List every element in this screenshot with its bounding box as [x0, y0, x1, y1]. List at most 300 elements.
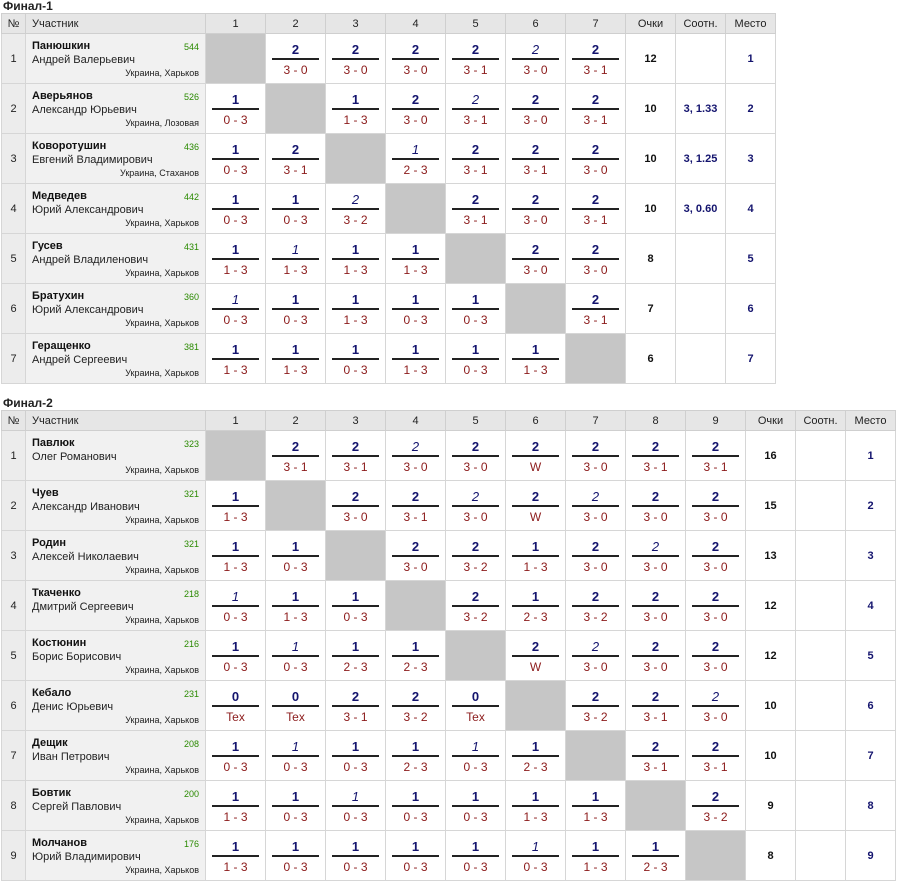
match-cell[interactable] [266, 184, 326, 234]
player-city: Украина, Харьков [125, 665, 199, 675]
result-divider [212, 208, 259, 210]
match-cell[interactable] [626, 581, 686, 631]
match-cell[interactable] [506, 34, 566, 84]
result-divider [512, 208, 559, 210]
result-divider [392, 455, 439, 457]
row-number: 2 [2, 84, 26, 134]
result-divider [272, 358, 319, 360]
result-divider [392, 58, 439, 60]
match-result [386, 531, 445, 580]
result-divider [572, 605, 619, 607]
result-divider [512, 258, 559, 260]
match-score: 3 - 0 [343, 510, 368, 524]
match-cell[interactable] [446, 134, 506, 184]
match-cell[interactable] [686, 531, 746, 581]
match-cell[interactable] [446, 731, 506, 781]
match-cell[interactable] [506, 731, 566, 781]
final-place: 2 [846, 481, 896, 531]
match-points: 2 [531, 42, 540, 57]
player-cell [26, 431, 206, 481]
match-cell[interactable] [446, 831, 506, 881]
match-cell[interactable] [386, 531, 446, 581]
match-cell[interactable] [566, 84, 626, 134]
player-last-name[interactable]: Панюшкин [32, 40, 91, 52]
match-cell[interactable] [206, 781, 266, 831]
match-cell[interactable] [326, 184, 386, 234]
player-city: Украина, Харьков [125, 515, 199, 525]
match-cell[interactable] [386, 781, 446, 831]
result-divider [332, 58, 379, 60]
match-result [686, 781, 745, 830]
match-points: 2 [471, 589, 480, 604]
match-score: 3 - 2 [403, 710, 428, 724]
header-opponent-3: 3 [326, 14, 386, 34]
total-score: 10 [746, 681, 796, 731]
match-cell[interactable] [446, 284, 506, 334]
match-cell[interactable] [566, 34, 626, 84]
player-last-name[interactable]: Кебало [32, 687, 72, 699]
self-cell [686, 831, 746, 881]
match-cell[interactable] [266, 681, 326, 731]
self-cell [386, 184, 446, 234]
match-result [566, 134, 625, 183]
result-divider [452, 605, 499, 607]
match-score: 0 - 3 [223, 113, 248, 127]
match-points: 2 [711, 589, 720, 604]
table-row [2, 84, 776, 134]
match-cell[interactable] [446, 681, 506, 731]
player-last-name[interactable]: Братухин [32, 290, 85, 302]
player-last-name[interactable]: Костюнин [32, 637, 87, 649]
match-cell[interactable] [206, 681, 266, 731]
match-cell[interactable] [386, 731, 446, 781]
match-score: 1 - 3 [223, 860, 248, 874]
match-cell[interactable] [326, 481, 386, 531]
match-points: 2 [591, 439, 600, 454]
match-result [506, 334, 565, 383]
tiebreak-ratio: 3, 1.33 [676, 84, 726, 134]
result-divider [272, 605, 319, 607]
player-last-name[interactable]: Ткаченко [32, 587, 81, 599]
player-cell [26, 84, 206, 134]
match-cell[interactable] [686, 631, 746, 681]
match-cell[interactable] [446, 334, 506, 384]
match-score: 1 - 3 [223, 263, 248, 277]
result-divider [572, 705, 619, 707]
match-cell[interactable] [386, 34, 446, 84]
match-cell[interactable] [506, 431, 566, 481]
match-cell[interactable] [386, 334, 446, 384]
player-city: Украина, Харьков [125, 715, 199, 725]
match-points: 2 [351, 489, 360, 504]
match-result [326, 831, 385, 880]
match-cell[interactable] [326, 781, 386, 831]
match-score: 1 - 3 [343, 113, 368, 127]
player-last-name[interactable]: Коворотушин [32, 140, 107, 152]
match-score: 3 - 0 [703, 560, 728, 574]
match-score: 3 - 2 [343, 213, 368, 227]
match-cell[interactable] [386, 631, 446, 681]
match-cell[interactable] [626, 431, 686, 481]
match-cell[interactable] [386, 681, 446, 731]
match-cell[interactable] [506, 581, 566, 631]
match-result [266, 134, 325, 183]
match-cell[interactable] [266, 134, 326, 184]
match-score: 0 - 3 [223, 610, 248, 624]
match-score: 3 - 0 [403, 560, 428, 574]
result-divider [632, 655, 679, 657]
header-opponent-4: 4 [386, 14, 446, 34]
match-cell[interactable] [206, 84, 266, 134]
match-cell[interactable] [326, 731, 386, 781]
player-last-name[interactable]: Павлюк [32, 437, 75, 449]
match-cell[interactable] [566, 531, 626, 581]
row-number: 7 [2, 334, 26, 384]
player-first-name: Олег Романович [32, 451, 117, 463]
match-result [686, 431, 745, 480]
result-divider [452, 505, 499, 507]
player-last-name[interactable]: Бовтик [32, 787, 71, 799]
match-cell[interactable] [386, 134, 446, 184]
match-points: 1 [291, 539, 300, 554]
match-cell[interactable] [446, 184, 506, 234]
match-cell[interactable] [506, 234, 566, 284]
match-points: 2 [591, 489, 600, 504]
match-cell[interactable] [506, 481, 566, 531]
match-cell[interactable] [566, 581, 626, 631]
match-cell[interactable] [266, 34, 326, 84]
final-place: 4 [726, 184, 776, 234]
total-score: 13 [746, 531, 796, 581]
match-score: 3 - 1 [463, 113, 488, 127]
match-score: 0 - 3 [223, 313, 248, 327]
table-row [2, 184, 776, 234]
player-rating: 231 [183, 689, 199, 699]
player-last-name[interactable]: Родин [32, 537, 67, 549]
final-place: 7 [726, 334, 776, 384]
match-cell[interactable] [326, 234, 386, 284]
result-divider [392, 308, 439, 310]
match-cell[interactable] [326, 34, 386, 84]
row-number: 1 [2, 34, 26, 84]
match-score: 3 - 0 [343, 63, 368, 77]
match-result [686, 731, 745, 780]
match-cell[interactable] [566, 184, 626, 234]
match-cell[interactable] [626, 531, 686, 581]
match-cell[interactable] [506, 84, 566, 134]
match-cell[interactable] [266, 781, 326, 831]
match-cell[interactable] [446, 84, 506, 134]
match-result [506, 831, 565, 880]
match-cell[interactable] [506, 631, 566, 681]
match-cell[interactable] [566, 134, 626, 184]
player-last-name[interactable]: Гусев [32, 240, 63, 252]
match-score: W [529, 660, 542, 674]
result-divider [572, 555, 619, 557]
results-table [1, 410, 896, 881]
player-rating: 176 [183, 839, 199, 849]
table-row [2, 681, 896, 731]
match-cell[interactable] [206, 531, 266, 581]
match-result [326, 234, 385, 283]
match-cell[interactable] [386, 234, 446, 284]
match-result [266, 234, 325, 283]
match-cell[interactable] [266, 731, 326, 781]
table-row [2, 34, 776, 84]
match-cell[interactable] [386, 481, 446, 531]
match-cell[interactable] [206, 134, 266, 184]
match-cell[interactable] [566, 831, 626, 881]
header-opponent-9: 9 [686, 411, 746, 431]
match-cell[interactable] [386, 831, 446, 881]
match-cell[interactable] [686, 431, 746, 481]
match-cell[interactable] [566, 481, 626, 531]
match-result [566, 481, 625, 530]
match-cell[interactable] [506, 134, 566, 184]
match-score: 3 - 1 [583, 63, 608, 77]
match-cell[interactable] [266, 284, 326, 334]
player-first-name: Юрий Владимирович [32, 851, 141, 863]
result-divider [512, 158, 559, 160]
result-divider [452, 805, 499, 807]
match-score: 3 - 2 [463, 610, 488, 624]
result-divider [452, 308, 499, 310]
match-score: 3 - 1 [583, 213, 608, 227]
result-divider [392, 108, 439, 110]
row-number: 8 [2, 781, 26, 831]
match-points: 2 [411, 92, 420, 107]
match-score: 0 - 3 [343, 810, 368, 824]
player-last-name[interactable]: Молчанов [32, 837, 87, 849]
match-cell[interactable] [266, 631, 326, 681]
match-cell[interactable] [506, 781, 566, 831]
table-row [2, 831, 896, 881]
match-cell[interactable] [326, 581, 386, 631]
result-divider [512, 58, 559, 60]
match-cell[interactable] [206, 631, 266, 681]
match-score: Tex [466, 710, 485, 724]
match-cell[interactable] [506, 531, 566, 581]
match-cell[interactable] [446, 481, 506, 531]
match-cell[interactable] [446, 781, 506, 831]
match-result [506, 234, 565, 283]
match-cell[interactable] [566, 781, 626, 831]
player-rating: 208 [183, 739, 199, 749]
player-cell [26, 284, 206, 334]
match-points: 1 [471, 342, 480, 357]
header-num: № [2, 411, 26, 431]
match-result [506, 731, 565, 780]
total-score: 15 [746, 481, 796, 531]
match-score: 0 - 3 [223, 213, 248, 227]
self-cell [326, 134, 386, 184]
match-result [326, 284, 385, 333]
match-cell[interactable] [326, 631, 386, 681]
match-result [206, 681, 265, 730]
match-cell[interactable] [326, 431, 386, 481]
match-result [386, 731, 445, 780]
match-cell[interactable] [446, 531, 506, 581]
match-score: 2 - 3 [403, 760, 428, 774]
match-cell[interactable] [626, 831, 686, 881]
player-cell [26, 334, 206, 384]
match-cell[interactable] [446, 34, 506, 84]
match-score: 0 - 3 [403, 860, 428, 874]
match-result [566, 234, 625, 283]
match-cell[interactable] [566, 431, 626, 481]
match-result [446, 334, 505, 383]
match-result [326, 34, 385, 83]
match-cell[interactable] [206, 831, 266, 881]
match-cell[interactable] [506, 184, 566, 234]
match-cell[interactable] [446, 431, 506, 481]
match-score: 1 - 3 [343, 263, 368, 277]
match-result [506, 184, 565, 233]
match-points: 1 [471, 839, 480, 854]
match-result [566, 581, 625, 630]
match-points: 1 [231, 489, 240, 504]
match-points: 2 [651, 739, 660, 754]
player-cell [26, 581, 206, 631]
match-cell[interactable] [626, 731, 686, 781]
match-cell[interactable] [506, 334, 566, 384]
match-points: 2 [591, 639, 600, 654]
match-result [326, 334, 385, 383]
tiebreak-ratio [796, 431, 846, 481]
match-cell[interactable] [446, 581, 506, 631]
match-score: 0 - 3 [223, 660, 248, 674]
match-cell[interactable] [506, 831, 566, 881]
match-score: 0 - 3 [283, 660, 308, 674]
match-points: 1 [231, 589, 240, 604]
result-divider [632, 605, 679, 607]
match-result [386, 631, 445, 680]
match-points: 2 [291, 142, 300, 157]
player-last-name[interactable]: Чуев [32, 487, 59, 499]
match-cell[interactable] [266, 234, 326, 284]
match-cell[interactable] [686, 681, 746, 731]
match-cell[interactable] [266, 431, 326, 481]
final-place: 1 [846, 431, 896, 481]
self-cell [206, 34, 266, 84]
result-divider [512, 108, 559, 110]
match-result [386, 284, 445, 333]
match-points: 1 [291, 242, 300, 257]
match-result [626, 681, 685, 730]
match-cell[interactable] [386, 431, 446, 481]
player-first-name: Сергей Павлович [32, 801, 122, 813]
total-score: 10 [626, 84, 676, 134]
match-score: 1 - 3 [403, 263, 428, 277]
player-first-name: Евгений Владимирович [32, 154, 153, 166]
result-divider [332, 805, 379, 807]
table-row [2, 334, 776, 384]
player-first-name: Юрий Александрович [32, 204, 144, 216]
match-points: 2 [351, 689, 360, 704]
match-cell[interactable] [206, 481, 266, 531]
match-result [326, 681, 385, 730]
match-cell[interactable] [626, 481, 686, 531]
match-cell[interactable] [566, 284, 626, 334]
match-cell[interactable] [266, 334, 326, 384]
match-points: 1 [231, 92, 240, 107]
self-cell [446, 631, 506, 681]
match-cell[interactable] [266, 531, 326, 581]
player-cell [26, 631, 206, 681]
match-cell[interactable] [206, 184, 266, 234]
match-score: 1 - 3 [283, 610, 308, 624]
total-score: 10 [626, 184, 676, 234]
match-score: 1 - 3 [523, 363, 548, 377]
match-points: 2 [711, 689, 720, 704]
player-last-name[interactable]: Аверьянов [32, 90, 93, 102]
result-divider [332, 605, 379, 607]
header-ratio: Соотн. [676, 14, 726, 34]
self-cell [566, 731, 626, 781]
match-cell[interactable] [686, 731, 746, 781]
match-cell[interactable] [326, 284, 386, 334]
header-ratio: Соотн. [796, 411, 846, 431]
match-result [506, 431, 565, 480]
match-cell[interactable] [686, 781, 746, 831]
result-divider [692, 605, 739, 607]
header-player: Участник [26, 14, 206, 34]
player-rating: 321 [183, 539, 199, 549]
match-cell[interactable] [326, 681, 386, 731]
match-cell[interactable] [626, 631, 686, 681]
total-score: 8 [746, 831, 796, 881]
match-cell[interactable] [266, 831, 326, 881]
table-row [2, 284, 776, 334]
match-cell[interactable] [206, 234, 266, 284]
match-score: 3 - 0 [583, 263, 608, 277]
match-cell[interactable] [626, 681, 686, 731]
match-score: 3 - 1 [643, 460, 668, 474]
match-cell[interactable] [326, 84, 386, 134]
match-result [686, 481, 745, 530]
match-cell[interactable] [206, 284, 266, 334]
player-last-name[interactable]: Геращенко [32, 340, 91, 352]
match-result [566, 431, 625, 480]
match-cell[interactable] [686, 481, 746, 531]
match-cell[interactable] [386, 84, 446, 134]
match-cell[interactable] [326, 831, 386, 881]
player-cell [26, 781, 206, 831]
match-cell[interactable] [566, 234, 626, 284]
match-cell[interactable] [386, 284, 446, 334]
match-result [326, 581, 385, 630]
player-first-name: Юрий Александрович [32, 304, 144, 316]
match-points: 2 [591, 242, 600, 257]
match-cell[interactable] [206, 581, 266, 631]
match-cell[interactable] [326, 334, 386, 384]
player-first-name: Борис Борисович [32, 651, 122, 663]
match-cell[interactable] [686, 581, 746, 631]
row-number: 4 [2, 184, 26, 234]
match-result [566, 631, 625, 680]
match-points: 1 [231, 192, 240, 207]
match-cell[interactable] [566, 681, 626, 731]
match-points: 2 [651, 489, 660, 504]
match-points: 2 [711, 639, 720, 654]
match-cell[interactable] [206, 334, 266, 384]
header-opponent-5: 5 [446, 14, 506, 34]
player-last-name[interactable]: Дещик [32, 737, 68, 749]
player-last-name[interactable]: Медведев [32, 190, 87, 202]
match-cell[interactable] [566, 631, 626, 681]
match-cell[interactable] [206, 731, 266, 781]
match-cell[interactable] [266, 581, 326, 631]
